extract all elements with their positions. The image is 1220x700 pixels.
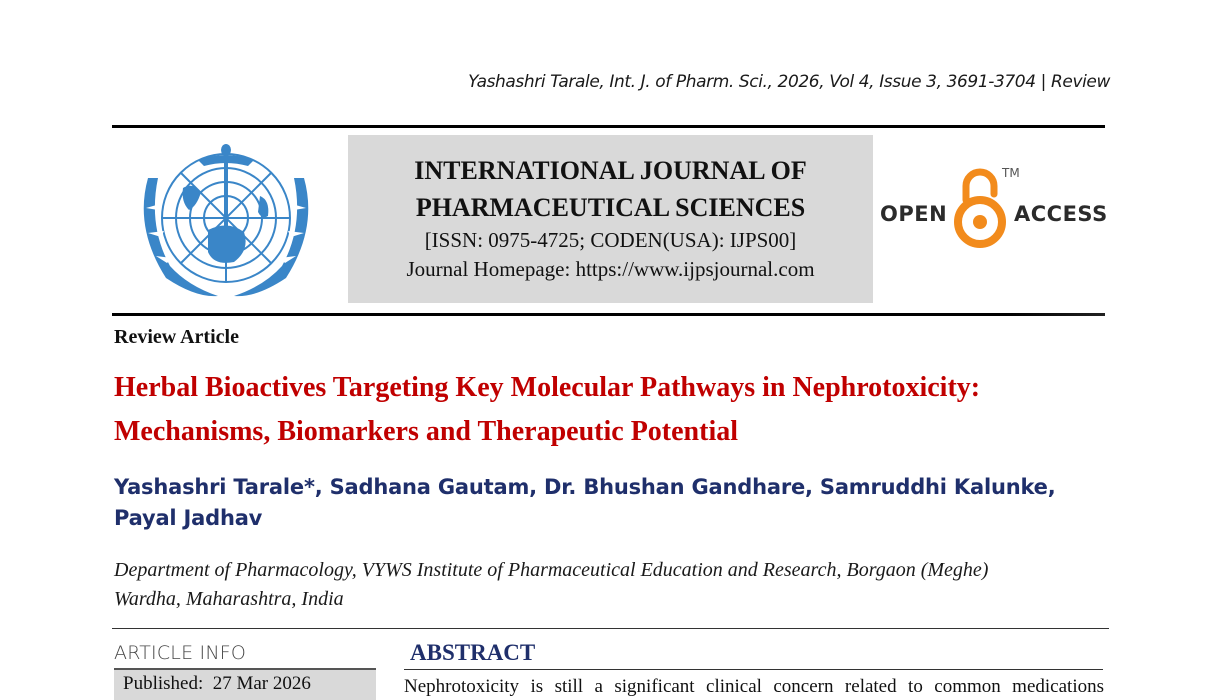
author-list-line2: Payal Jadhav [114, 506, 263, 530]
abstract-rule [404, 669, 1103, 670]
published-date: 27 Mar 2026 [212, 673, 311, 694]
published-label: Published: [123, 673, 204, 694]
journal-emblem-icon [128, 138, 324, 304]
running-header: Yashashri Tarale, Int. J. of Pharm. Sci., 2026, Vol 4, Issue 3, 3691-3704 | Review [468, 72, 1110, 92]
article-type-label: Review Article [114, 326, 239, 348]
author-affiliation [114, 556, 1114, 614]
affiliation-line1: Department of Pharmacology, VYWS Institute of Pharmaceutical Education and Research, Borgaon (Meghe) [114, 559, 989, 581]
affiliation-line2: Wardha, Maharashtra, India [114, 588, 344, 610]
open-access-badge [880, 162, 1110, 252]
author-list-line1: Yashashri Tarale*, Sadhana Gautam, Dr. Bhushan Gandhare, Samruddhi Kalunke, [114, 475, 1056, 499]
masthead-top-rule [112, 125, 1105, 128]
article-title-line2: Mechanisms, Biomarkers and Therapeutic Potential [114, 416, 739, 447]
journal-title-line1: INTERNATIONAL JOURNAL OF [414, 156, 807, 185]
open-access-word-access: ACCESS [1014, 202, 1108, 226]
published-date-box [114, 670, 376, 700]
masthead-bottom-rule [112, 313, 1105, 316]
article-title-line1: Herbal Bioactives Targeting Key Molecular Pathways in Nephrotoxicity: [114, 372, 981, 403]
author-list [114, 472, 1114, 534]
journal-homepage-link[interactable]: Journal Homepage: https://www.ijpsjournal.com [406, 257, 815, 281]
article-info-heading: ARTICLE INFO [114, 642, 247, 664]
abstract-text: Nephrotoxicity is still a significant clinical concern related to common medications [404, 676, 1104, 697]
journal-masthead-box [348, 135, 873, 303]
journal-issn: [ISSN: 0975-4725; CODEN(USA): IJPS00] [424, 228, 797, 252]
open-access-word-open: OPEN [880, 202, 948, 226]
journal-title-line2: PHARMACEUTICAL SCIENCES [415, 193, 806, 222]
abstract-heading: ABSTRACT [410, 640, 536, 665]
article-title [114, 366, 1114, 454]
trademark-mark: TM [1002, 166, 1020, 180]
section-divider [112, 628, 1109, 629]
